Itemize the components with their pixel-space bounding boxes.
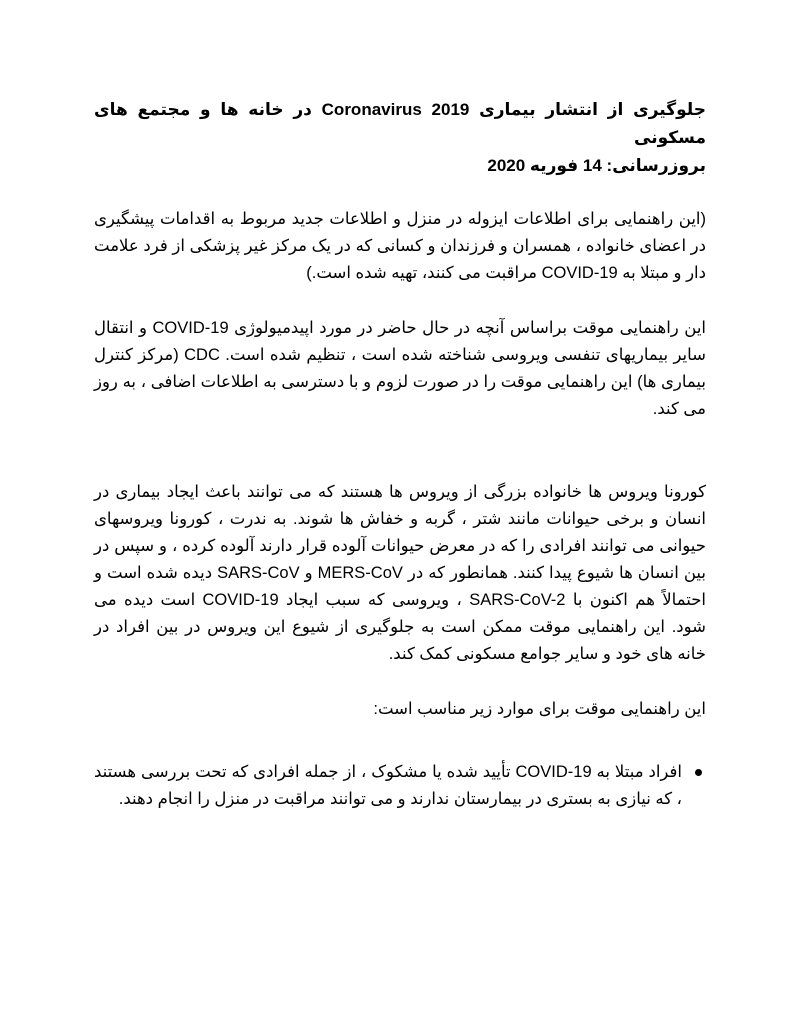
intro-paragraph: (این راهنمایی برای اطلاعات ایزوله در منزل و اطلاعات جدید مربوط به اقدامات پیشگیری در اعضای خانواده ، همسران و فرزندان و کسانی که در یک مرکز غیر پزشکی از فرد علامت دار و مبتلا به COVID-19 مراقبت می کنند، تهیه شده است.) [94, 210, 706, 282]
list-item-text: افراد مبتلا به COVID-19 تأیید شده یا مشکوک ، از جمله افرادی که تحت بررسی هستند ، که نیازی به بستری در بیمارستان ندارند و می توانند مراقبت در منزل را انجام دهند. [94, 763, 683, 808]
spacer [94, 287, 706, 315]
list-item [94, 759, 682, 813]
bullet-icon [695, 769, 702, 776]
spacer [94, 180, 706, 206]
spacer [94, 668, 706, 696]
applicability-paragraph: این راهنمایی موقت برای موارد زیر مناسب است: [373, 700, 706, 718]
update-date: بروزرسانی: 14 فوریه 2020 [487, 156, 706, 175]
coronavirus-background-paragraph: کورونا ویروس ها خانواده بزرگی از ویروس ها هستند که می توانند باعث ایجاد بیماری در انسان و برخی حیوانات مانند شتر ، گربه و خفاش ها شوند. به ندرت ، کورونا ویروسهای حیوانی می توانند افرادی را که در معرض حیوانات آلوده قرار دارند آلوده کرده ، و سپس در بین انسان ها شیوع پیدا کنند. همانطور که در MERS-CoV و SARS-CoV دیده شده است و احتمالاً هم اکنون با SARS-CoV-2 ، ویروسی که سبب ایجاد COVID-19 است دیده می شود. این راهنمایی موقت ممکن است به جلوگیری از شیوع این ویروس در بین افراد در خانه های خود و سایر جوامع مسکونی کمک کند. [94, 483, 707, 663]
spacer [94, 723, 706, 759]
document-content [94, 96, 706, 813]
spacer [94, 423, 706, 479]
guidance-basis-paragraph: این راهنمایی موقت براساس آنچه در حال حاضر در مورد اپیدمیولوژی COVID-19 و انتقال سایر بیماریهای تنفسی ویروسی شناخته شده است ، تنظیم شده است. CDC (مرکز کنترل بیماری ها) این راهنمایی موقت را در صورت لزوم و با دسترسی به اطلاعات اضافی ، به روز می کند. [94, 319, 706, 418]
applicability-list [94, 759, 706, 813]
document-title: جلوگیری از انتشار بیماری Coronavirus 2019 در خانه ها و مجتمع های مسکونی [94, 100, 706, 147]
